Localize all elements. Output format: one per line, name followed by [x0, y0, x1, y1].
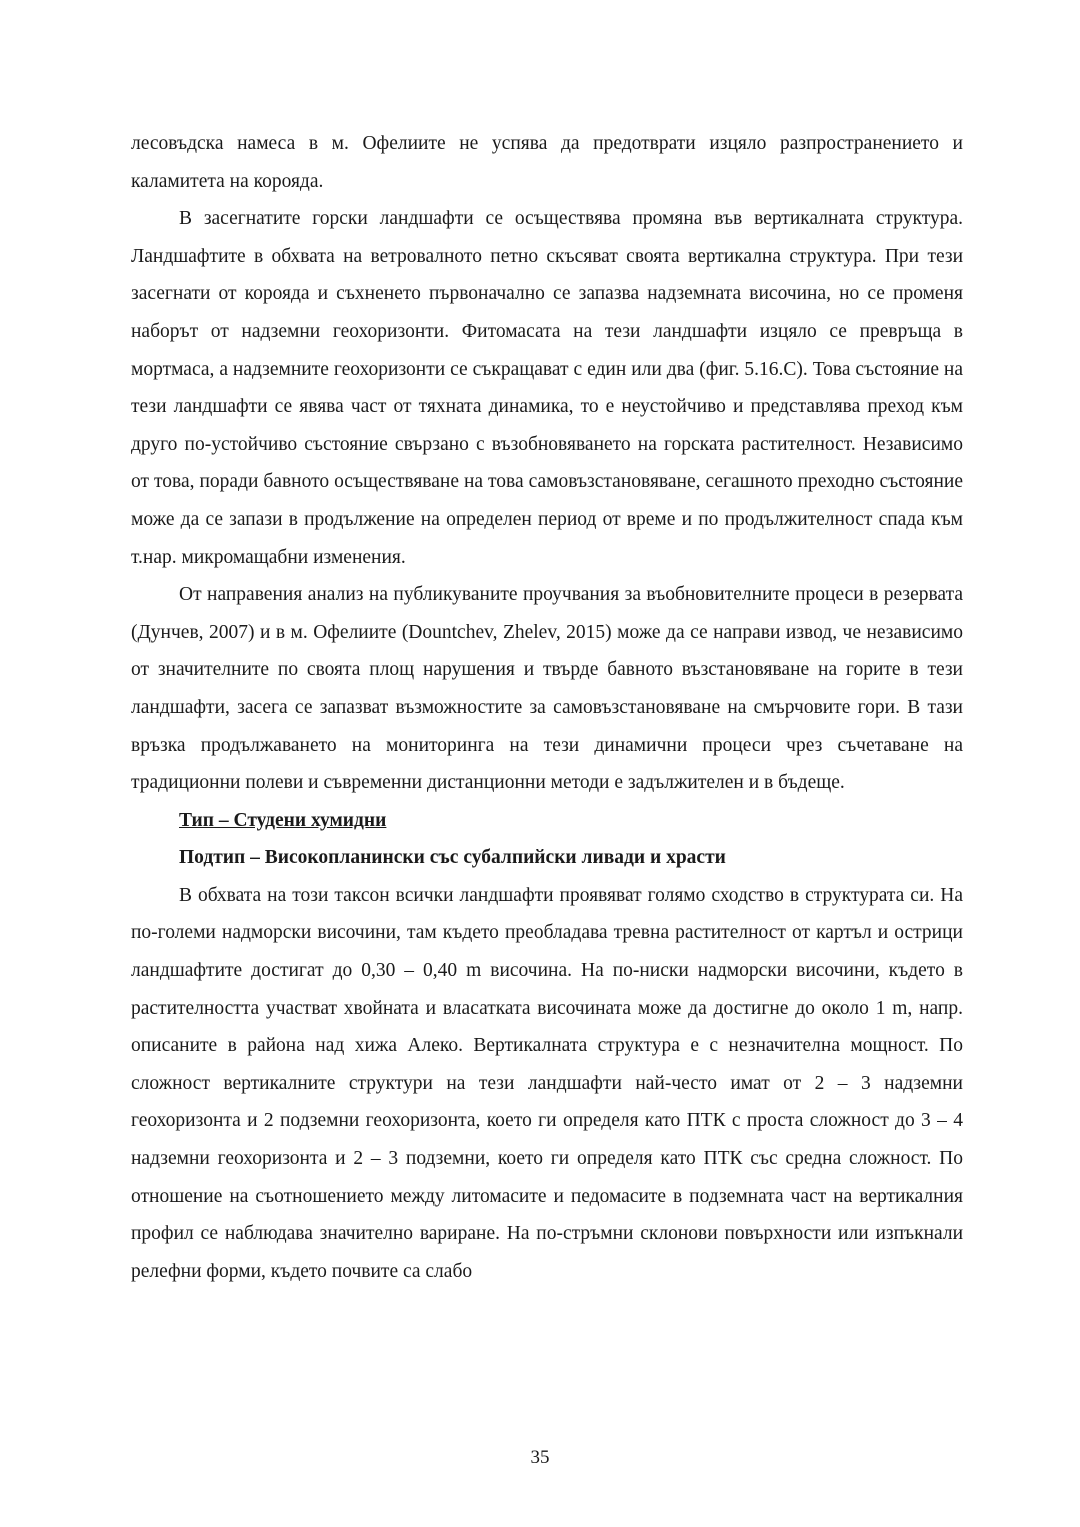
paragraph-vertical-structure: В засегнатите горски ландшафти се осъществява промяна във вертикалната структура. Ландшафтите в обхвата на ветровалното петно скъсяват своята вертикална структура. При тези засегнати от корояда и съхненето първоначално се запазва надземната височина, но се променя наборът от надземни геохоризонти. Фитомасата на тези ландшафти изцяло се превръща в мортмаса, а надземните геохоризонти се съкращават с един или два (фиг. 5.16.С). Това състояние на тези ландшафти се явява част от тяхната динамика, то е неустойчиво и представлява преход към друго по-устойчиво състояние свързано с възобновяването на горската растителност. Независимо от това, поради бавното осъществяване на това самовъзстановяване, сегашното преходно състояние може да се запази в продължение на определен период от време и по продължителност спада към т.нар. микромащабни изменения. — [131, 208, 963, 568]
section-heading-subtype: Подтип – Високопланински със субалпийски ливади и храсти — [179, 847, 726, 869]
body-text — [131, 125, 963, 1290]
section-heading-type-text: Тип – Студени хумидни — [179, 809, 387, 831]
paragraph-continuation: лесовъдска намеса в м. Офелиите не успява да предотврати изцяло разпространението и каламитета на корояда. — [131, 133, 963, 192]
section-heading-type — [131, 802, 963, 840]
paragraph-regeneration-analysis: От направения анализ на публикуваните проучвания за въобновителните процеси в резервата (Дунчев, 2007) и в м. Офелиите (Dountchev, Zhelev, 2015) може да се направи извод, че независимо от значителните по своята площ нарушения и твърде бавното възстановяване на горите в тези ландшафти, засега се запазват възможностите за самовъзстановяване на смърчовите гори. В тази връзка продължаването на мониторинга на тези динамични процеси чрез съчетаване на традиционни полеви и съвременни дистанционни методи е задължителен и в бъдеще. — [131, 584, 963, 794]
paragraph-subalpine-landscapes: В обхвата на този таксон всички ландшафти проявяват голямо сходство в структурата си. На по-големи надморски височини, там където преобладава тревна растителност от картъл и острици ландшафтите достигат до 0,30 – 0,40 m височина. На по-ниски надморски височини, където в растителността участват хвойната и власатката височината може да достигне до около 1 m, напр. описаните в района над хижа Алеко. Вертикалната структура е с незначителна мощност. По сложност вертикалните структури на тези ландшафти най-често имат от 2 – 3 надземни геохоризонта и 2 подземни геохоризонта, което ги определя като ПТК с проста сложност до 3 – 4 надземни геохоризонта и 2 – 3 подземни, което ги определя като ПТК със средна сложност. По отношение на съотношението между литомасите и педомасите в подземната част на вертикалния профил се наблюдава значително вариране. На по-стръмни склонови повърхности или изпъкнали релефни форми, където почвите са слабо — [131, 884, 963, 1282]
page-number: 35 — [530, 1447, 550, 1468]
